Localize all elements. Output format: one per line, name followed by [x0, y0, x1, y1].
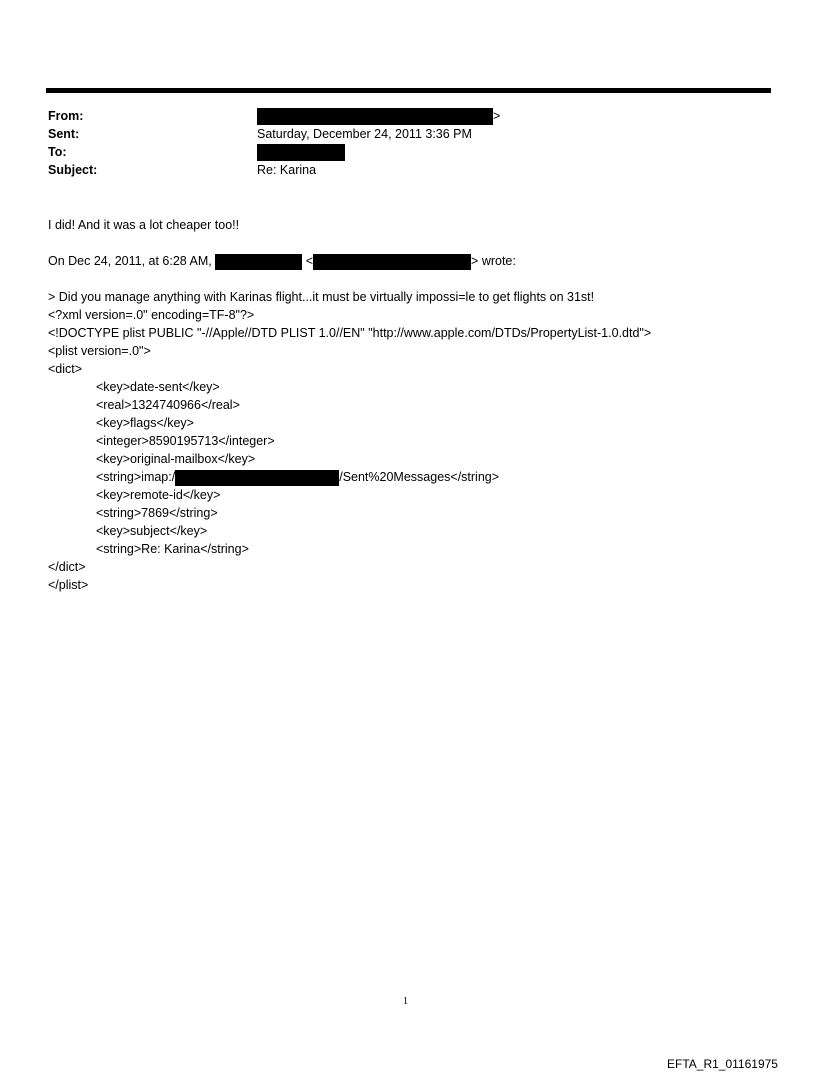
dict-line: <key>original-mailbox</key>	[96, 452, 256, 466]
to-label: To:	[48, 145, 67, 159]
plist-close: </plist>	[48, 578, 89, 592]
imap-redaction	[175, 470, 339, 486]
quote-intro	[48, 252, 516, 270]
quote-intro-start: On Dec 24, 2011, at 6:28 AM,	[48, 254, 212, 268]
sender-email-redaction	[313, 254, 471, 270]
quoted-text: > Did you manage anything with Karinas flight...it must be virtually impossi=le to get flights on 31st!	[48, 290, 595, 304]
dict-line: <string>Re: Karina</string>	[96, 542, 249, 556]
dict-line: <key>remote-id</key>	[96, 488, 221, 502]
imap-line	[96, 468, 499, 486]
imap-prefix: <string>imap:/	[96, 470, 176, 484]
dict-line: <key>flags</key>	[96, 416, 194, 430]
header-rule	[46, 88, 771, 93]
from-suffix: >	[493, 109, 501, 123]
document-id: EFTA_R1_01161975	[667, 1057, 778, 1071]
reply-text: I did! And it was a lot cheaper too!!	[48, 218, 240, 232]
subject-value: Re: Karina	[257, 163, 317, 177]
from-value	[257, 107, 500, 125]
quote-intro-lt: <	[305, 254, 314, 268]
subject-label: Subject:	[48, 163, 98, 177]
dict-line: <real>1324740966</real>	[96, 398, 240, 412]
imap-suffix: /Sent%20Messages</string>	[339, 470, 500, 484]
sender-name-redaction	[215, 254, 302, 270]
to-value	[257, 143, 345, 161]
page-number: 1	[403, 996, 408, 1007]
dict-open: <dict>	[48, 362, 83, 376]
dict-line: <key>date-sent</key>	[96, 380, 220, 394]
dict-line: <integer>8590195713</integer>	[96, 434, 275, 448]
doctype-line: <!DOCTYPE plist PUBLIC "-//Apple//DTD PLIST 1.0//EN" "http://www.apple.com/DTDs/PropertyList-1.0.dtd">	[48, 326, 652, 340]
dict-close: </dict>	[48, 560, 86, 574]
to-redaction	[257, 144, 345, 161]
quote-intro-end: > wrote:	[471, 254, 516, 268]
from-label: From:	[48, 109, 84, 123]
from-redaction	[257, 108, 493, 125]
dict-line: <string>7869</string>	[96, 506, 218, 520]
sent-label: Sent:	[48, 127, 80, 141]
xml-declaration: <?xml version=.0" encoding=TF-8"?>	[48, 308, 255, 322]
plist-open: <plist version=.0">	[48, 344, 151, 358]
dict-line: <key>subject</key>	[96, 524, 208, 538]
sent-value: Saturday, December 24, 2011 3:36 PM	[257, 127, 472, 141]
